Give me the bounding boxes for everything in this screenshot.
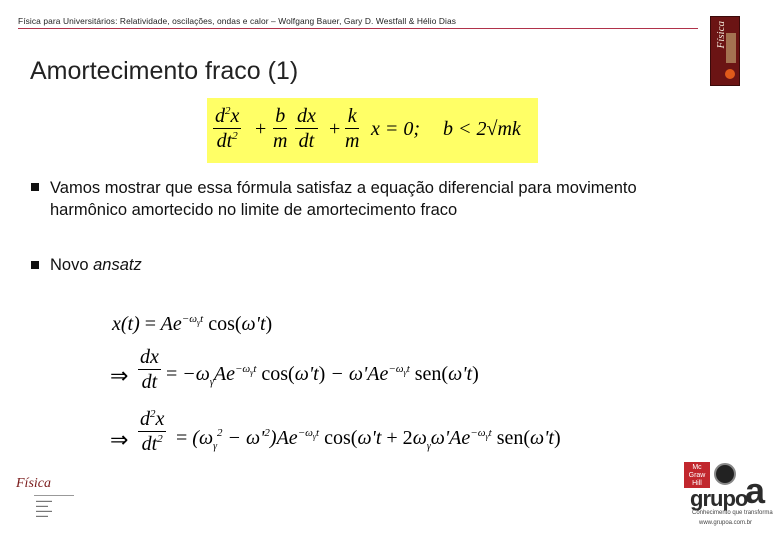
implies-arrow-2: ⇒ — [110, 427, 129, 452]
eq-m2: m — [345, 130, 360, 152]
derivation-line-2: = $-\omega_\gamma Ae^{-\omega_\gamma t}$ $\cos(\omega't) - \omega'Ae^{-\omega_\gamma t}$ sen(ω't) — [166, 363, 479, 388]
implies-arrow-1: ⇒ — [110, 363, 129, 388]
bullet-2-prefix: Novo — [50, 256, 94, 274]
cover-title: Física — [715, 21, 727, 49]
eq-x-equals-zero: x = 0; — [371, 118, 421, 140]
bullet-text-1: Vamos mostrar que essa fórmula satisfaz a equação diferencial para movimento harmônico amortecido no limite de amortecimento fraco — [50, 179, 637, 219]
bullet-2-ansatz: ansatz — [93, 256, 142, 274]
eq-damping-condition: b < 2√mk — [443, 118, 521, 140]
mcgraw-hill-logo: Mc Graw Hill — [684, 462, 710, 488]
publisher-seal-icon — [714, 463, 736, 485]
eq-dt2: $dt^2$ — [216, 130, 238, 152]
frac-d2x-dt2 — [213, 106, 241, 151]
frac-dx-dt-line2 — [138, 347, 161, 392]
bullet-marker — [31, 183, 39, 191]
highlighted-equation — [207, 98, 538, 163]
d2x: $d^2x$ — [140, 408, 165, 430]
book-logo-footer — [16, 476, 76, 531]
grupo-a-mark: a — [745, 470, 766, 511]
footer-logo-text: Física — [16, 476, 51, 491]
eq-dx: dx — [297, 105, 316, 127]
derivation-block — [110, 305, 670, 475]
eq-plus-2: + — [329, 118, 341, 140]
derivation-line-3: = $(\omega_\gamma^2 - \omega'^2)Ae^{-\omega_\gamma t}$ $\cos(\omega't + 2\omega_\gamma\omega'Ae^{-\omega_\gamma t}$ sen(ω't) — [176, 427, 561, 452]
bullet-text-2 — [50, 254, 142, 276]
eq-m: m — [273, 130, 288, 152]
slide-title: Amortecimento fraco (1) — [30, 57, 299, 85]
eq-b: b — [273, 106, 287, 129]
derivation-line-1: $x(t) = Ae^{-\omega_\gamma t}$ cos(ω't) — [112, 313, 273, 335]
publisher-tagline: Conhecimento que transforma — [692, 510, 773, 516]
eq-plus-1: + — [255, 118, 267, 140]
cover-stripe — [726, 33, 736, 63]
dx: dx — [140, 346, 159, 368]
frac-d2x-dt2-line3 — [138, 409, 166, 454]
book-cover-thumbnail — [710, 16, 740, 86]
dt2: $dt^2$ — [141, 433, 163, 455]
book-citation: Física para Universitários: Relatividade, oscilações, ondas e calor – Wolfgang Bauer, Gary D. Westfall & Hélio Dias — [18, 16, 457, 26]
bullet-marker — [31, 261, 39, 269]
frac-k-m — [345, 106, 359, 151]
frac-b-m — [273, 106, 287, 151]
eq-k: k — [345, 106, 359, 129]
grupo-a-logo: grupo — [690, 486, 748, 511]
footer-logo-rule — [34, 495, 74, 496]
header-rule — [18, 28, 698, 29]
footer-logo-lines: ▬▬▬▬ ▬▬▬ ▬▬▬▬ ▬▬▬ — [36, 498, 52, 518]
eq-d2x: $d^2x$ — [215, 105, 240, 127]
cover-spot — [725, 69, 735, 79]
frac-dx-dt — [295, 106, 318, 151]
dt: dt — [141, 371, 158, 393]
eq-dt: dt — [298, 130, 315, 152]
publisher-website: www.grupoa.com.br — [699, 520, 753, 526]
